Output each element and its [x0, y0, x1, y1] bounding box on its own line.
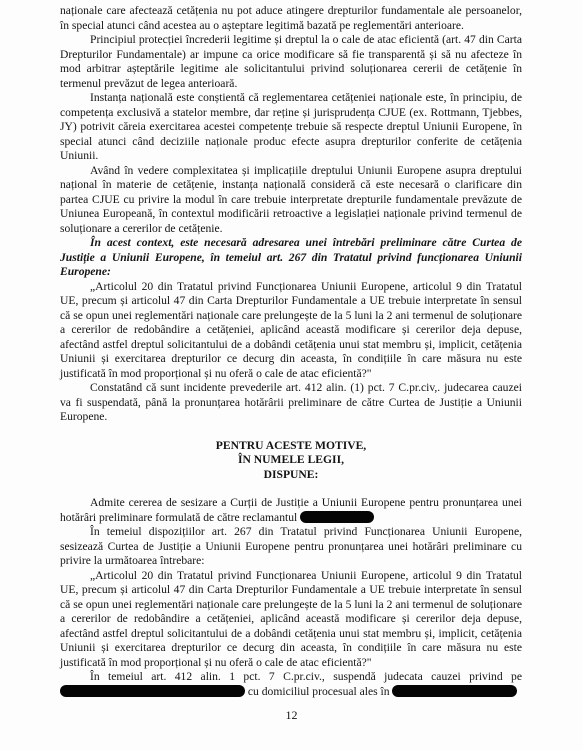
paragraph-preliminary-reference: În acest context, este necesară adresarea unei întrebări preliminare către Curtea de Justiție a Uniunii Europene, în temeiul art. 267 din Tratatul privind funcționarea Uniunii Europene:: [60, 236, 522, 278]
redaction-block: [60, 685, 245, 697]
page-number: 12: [285, 708, 298, 722]
paragraph-question-1: „Articolul 20 din Tratatul privind Funcționarea Uniunii Europene, articolul 9 din Tratatul UE, precum și articolul 47 din Carta Drepturilor Fundamentale a UE trebuie interpretate în sensul că se opun unei reglementări naționale care prelungește de la 5 luni la 2 ani termenul de soluționare a cererilor de redobândire a cetățeniei, aplicând această modificare și cererilor deja depuse, afectând astfel dreptul solicitantului de a dobândi cetățenia unui stat membru și, implicit, cetățenia Uniunii și exercitarea drepturilor ce decurg din aceasta, în condițiile în care măsura nu este justificată în mod proporțional și nu oferă o cale de atac eficientă?": [60, 279, 522, 380]
paragraph-referral: În temeiul dispozițiilor art. 267 din Tratatul privind Funcționarea Uniunii Europene, sesizează Curtea de Justiție a Uniunii Europene pentru pronunțarea unei hotărâri preliminare cu privire la următoarea întrebare:: [60, 525, 522, 567]
heading-reasons: PENTRU ACESTE MOTIVE,: [215, 438, 367, 452]
redaction-block: [392, 685, 517, 697]
paragraph-continuation: naționale care afectează cetățenia nu pot aduce atingere drepturilor fundamentale ale persoanelor, în special atunci când acestea au o așteptare legitimă bazată pe reglementări anterioare.: [60, 4, 522, 32]
suspends-case-text: În temeiul art. 412 alin. 1 pct. 7 C.pr.civ., suspendă judecata cauzei privind pe: [90, 670, 522, 683]
heading-law: ÎN NUMELE LEGII,: [238, 453, 344, 466]
admits-request-text: Admite cererea de sesizare a Curții de Justiție a Uniunii Europene pentru pronunțarea unei hotărâri preliminare formulată de către reclamantul: [60, 496, 522, 524]
paragraph-national-competence: Instanța națională este conștientă că reglementarea cetățeniei naționale este, în principiu, de competența exclusivă a statelor membre, dar reține și jurisprudența CJUE (ex. Rottmann, Tjebbes, JY) potrivit căreia exercitarea acestei competențe trebuie să respecte dreptul Uniunii Europene, în special atunci când deciziile naționale produc efecte asupra drepturilor conferite de cetățenia Uniunii.: [60, 91, 522, 162]
domicile-text: cu domiciliul procesual ales în: [247, 684, 390, 698]
paragraph-complexity: Având în vedere complexitatea și implicațiile dreptului Uniunii Europene asupra dreptului național în materie de cetățenie, instanța națională consideră că este necesară o clarificare din partea CJUE cu privire la modul în care trebuie interpretate drepturile fundamentale prevăzute de Uniunea Europeană, în contextul modificării retroactive a legislației naționale privind termenul de soluționare a cererilor de cetățenie.: [60, 163, 522, 235]
heading-decides: DISPUNE:: [263, 467, 319, 481]
paragraph-suspension-note: Constatând că sunt incidente prevederile art. 412 alin. (1) pct. 7 C.pr.civ,. judecarea cauzei va fi suspendată, până la pronunțarea hotărârii preliminare de către Curtea de Justiție a Uniunii Europene.: [60, 381, 522, 423]
spacer: [60, 482, 522, 496]
paragraph-legitimate-expectations: Principiul protecției încrederii legitime și dreptul la o cale de atac eficientă (art. 47 din Carta Drepturilor Fundamentale) ar impune ca orice modificare să fie transparentă și să nu afecteze în mod arbitrar așteptările legitime ale solicitantului privind soluționarea cererii de cetățenie în termenul prevăzut de legea anterioară.: [60, 33, 522, 90]
paragraph-suspends-case: [60, 670, 522, 699]
document-body: [60, 4, 522, 699]
paragraph-admits-request: [60, 496, 522, 525]
paragraph-question-2: „Articolul 20 din Tratatul privind Funcționarea Uniunii Europene, articolul 9 din Tratatul UE, precum și articolul 47 din Carta Drepturilor Fundamentale a UE trebuie interpretate în sensul că se opun unei reglementări naționale care prelungește de la 5 luni la 2 ani termenul de soluționare a cererilor de redobândire a cetățeniei, aplicând această modificare și cererilor deja depuse, afectând astfel dreptul solicitantului de a dobândi cetățenia unui stat membru și, implicit, cetățenia Uniunii și exercitarea drepturilor ce decurg din aceasta, în condițiile în care măsura nu este justificată în mod proporțional și nu oferă o cale de atac eficientă?": [60, 568, 522, 669]
spacer: [60, 425, 522, 439]
redaction-block: [300, 511, 374, 523]
